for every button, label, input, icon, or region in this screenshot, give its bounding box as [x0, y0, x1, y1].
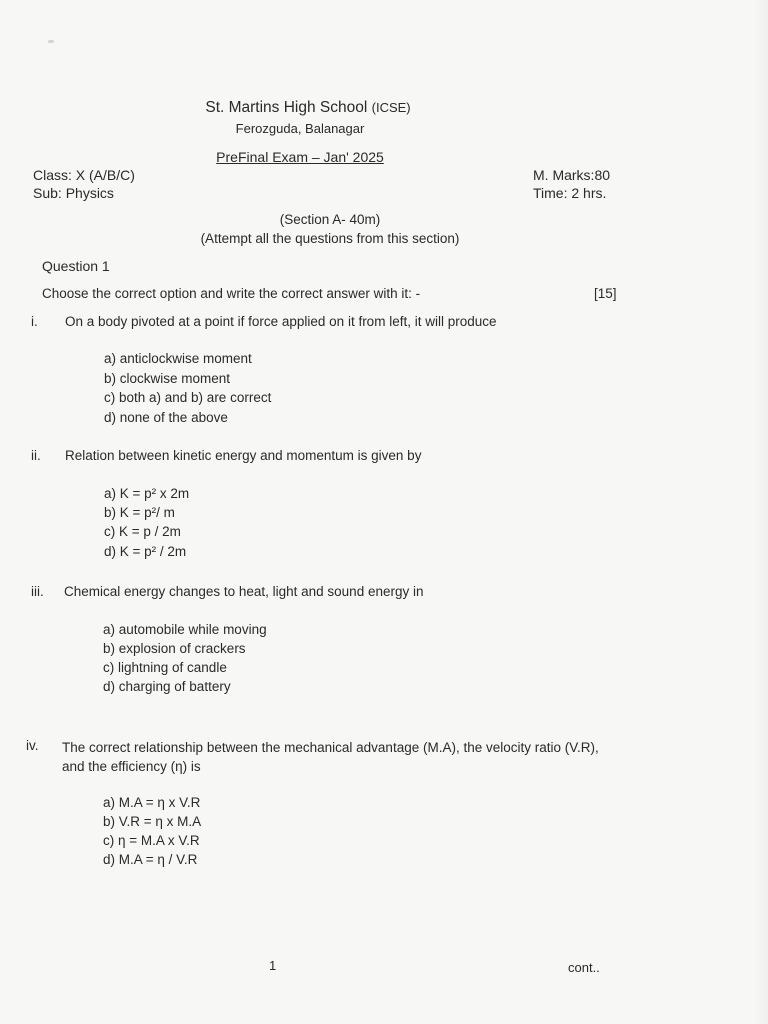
section-note: (Attempt all the questions from this section)	[200, 231, 460, 246]
board-label: (ICSE)	[371, 100, 411, 115]
option-a: a) K = p² x 2m	[104, 486, 190, 501]
question-heading: Question 1	[42, 258, 110, 274]
item-text: The correct relationship between the mechanical advantage (M.A), the velocity ratio (V.R), and the efficiency (η) is	[62, 740, 599, 774]
exam-title: PreFinal Exam – Jan' 2025	[216, 149, 384, 165]
question-instruction: Choose the correct option and write the correct answer with it: -	[42, 286, 421, 301]
option-a: a) M.A = η x V.R	[103, 795, 201, 810]
option-a: a) anticlockwise moment	[104, 351, 252, 366]
option-d: d) K = p² / 2m	[104, 544, 187, 559]
item-text: On a body pivoted at a point if force applied on it from left, it will produce	[65, 314, 497, 329]
option-d: d) charging of battery	[103, 679, 231, 694]
option-c: c) η = M.A x V.R	[103, 833, 200, 848]
max-marks-label: M. Marks:80	[533, 167, 611, 183]
page-number: 1	[269, 958, 277, 973]
option-c: c) both a) and b) are correct	[104, 390, 272, 405]
section-title: (Section A- 40m)	[279, 212, 381, 227]
class-label: Class: X (A/B/C)	[33, 167, 135, 183]
option-b: b) V.R = η x M.A	[103, 814, 202, 829]
school-address: Ferozguda, Balanagar	[235, 121, 365, 136]
item-text: Chemical energy changes to heat, light and sound energy in	[64, 584, 424, 599]
option-d: d) M.A = η / V.R	[103, 852, 198, 867]
item-number: iii.	[31, 584, 44, 599]
school-name: St. Martins High School (ICSE)	[205, 99, 411, 116]
subject-label: Sub: Physics	[33, 185, 114, 201]
scan-speck	[48, 40, 54, 43]
item-number: iv.	[26, 738, 39, 753]
question-marks: [15]	[594, 286, 617, 301]
item-number: i.	[31, 314, 38, 329]
option-b: b) K = p²/ m	[104, 505, 175, 520]
item-text: Relation between kinetic energy and momentum is given by	[65, 448, 422, 463]
option-d: d) none of the above	[104, 410, 228, 425]
item-number: ii.	[31, 448, 41, 463]
page-edge-shadow	[754, 0, 768, 1024]
option-b: b) explosion of crackers	[103, 641, 246, 656]
time-label: Time: 2 hrs.	[533, 185, 607, 201]
option-a: a) automobile while moving	[103, 622, 267, 637]
continued-label: cont..	[568, 960, 600, 975]
option-c: c) lightning of candle	[103, 660, 227, 675]
option-b: b) clockwise moment	[104, 371, 231, 386]
option-c: c) K = p / 2m	[104, 524, 181, 539]
